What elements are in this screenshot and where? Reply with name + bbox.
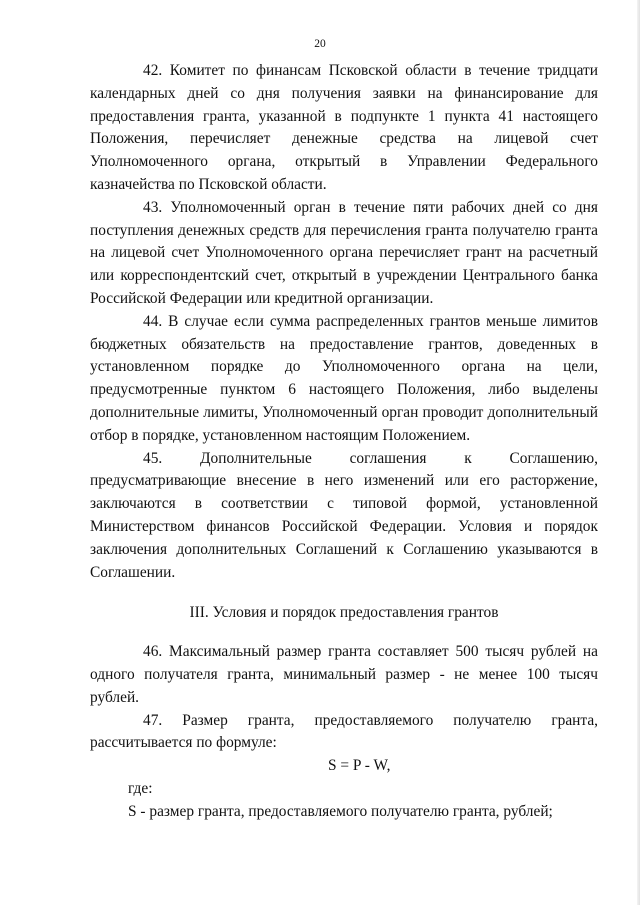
paragraph-44: 44. В случае если сумма распределенных грантов меньше лимитов бюджетных обязательств на предоставление грантов, доведенных в установленном порядке до Уполномоченного органа на цели, предусмотренные пунктом 6 настоящего Положения, либо выделены дополнительные лимиты, Уполномоченный орган проводит дополнительный отбор в порядке, установленном настоящим Положением. xyxy=(90,312,598,444)
paragraph-45: 45. Дополнительные соглашения к Соглашению, предусматривающие внесение в него изменений или его расторжение, заключаются в соответствии с типовой формой, установленной Министерством финансов Российской Федерации. Условия и порядок заключения дополнительных Соглашений к Соглашению указываются в Соглашении. xyxy=(90,449,598,581)
paragraph-46: 46. Максимальный размер гранта составляет 500 тысяч рублей на одного получателя гранта, минимальный размер - не менее 100 тысяч рублей. xyxy=(90,643,598,706)
formula-where-label: где: xyxy=(128,779,153,797)
section-heading: III. Условия и порядок предоставления грантов xyxy=(189,604,499,622)
paragraph-42: 42. Комитет по финансам Псковской области в течение тридцати календарных дней со дня получения заявки на финансирование для предоставления гранта, указанной в подпункте 1 пункта 41 настоящего Положения, перечисляет денежные средства на лицевой счет Уполномоченного органа, открытый в Управлении Федерального казначейства по Псковской области. xyxy=(90,62,598,193)
formula-definition-s: S - размер гранта, предоставляемого получателю гранта, рублей; xyxy=(128,802,553,820)
page-number: 20 xyxy=(314,38,326,50)
document-body xyxy=(90,60,598,824)
grant-formula: S = P - W, xyxy=(328,757,391,775)
paragraph-43: 43. Уполномоченный орган в течение пяти рабочих дней со дня поступления денежных средств для перечисления гранта получателю гранта на лицевой счет Уполномоченного органа перечисляет грант на расчетный или корреспондентский счет, открытый в учреждении Центрального банка Российской Федерации или кредитной организации. xyxy=(90,198,598,307)
paragraph-47: 47. Размер гранта, предоставляемого получателю гранта, рассчитывается по формуле: xyxy=(90,711,598,752)
